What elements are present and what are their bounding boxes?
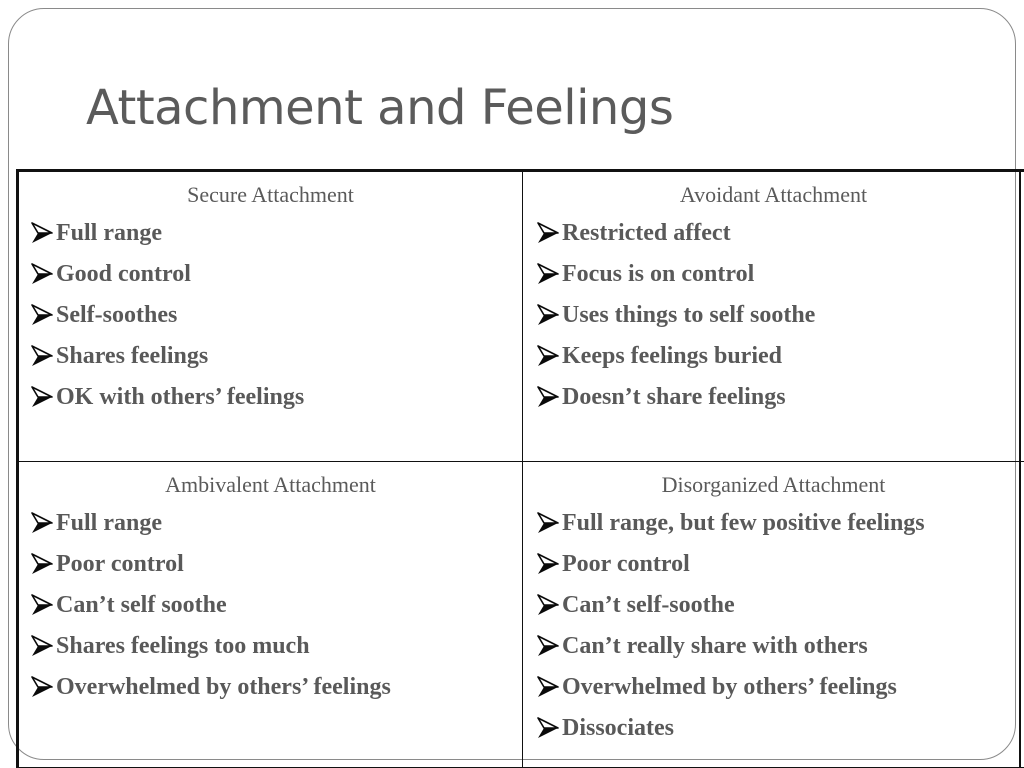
arrowhead-bullet-icon xyxy=(31,511,55,537)
bullet-list xyxy=(523,213,1024,418)
cell-heading: Ambivalent Attachment xyxy=(165,472,376,497)
list-item xyxy=(19,295,522,336)
arrowhead-bullet-icon xyxy=(537,344,561,370)
bullet-list xyxy=(19,503,522,708)
list-item xyxy=(19,667,522,708)
cell-secure xyxy=(19,172,523,462)
list-item-text: Can’t self soothe xyxy=(56,592,227,618)
list-item xyxy=(19,213,522,254)
arrowhead-bullet-icon xyxy=(537,593,561,619)
list-item xyxy=(523,708,1024,749)
list-item xyxy=(523,295,1024,336)
list-item-text: Dissociates xyxy=(562,715,674,741)
arrowhead-bullet-icon xyxy=(31,552,55,578)
list-item-text: Uses things to self soothe xyxy=(562,302,816,328)
arrowhead-bullet-icon xyxy=(537,511,561,537)
list-item-text: Self-soothes xyxy=(56,302,178,328)
list-item xyxy=(19,585,522,626)
list-item xyxy=(523,254,1024,295)
list-item xyxy=(19,336,522,377)
cell-heading: Disorganized Attachment xyxy=(661,472,886,497)
table-right-rule xyxy=(1019,169,1021,768)
list-item xyxy=(523,377,1024,418)
list-item xyxy=(523,626,1024,667)
arrowhead-bullet-icon xyxy=(31,344,55,370)
attachment-table xyxy=(16,169,1024,768)
arrowhead-bullet-icon xyxy=(537,675,561,701)
arrowhead-bullet-icon xyxy=(31,675,55,701)
list-item-text: Overwhelmed by others’ feelings xyxy=(56,674,391,700)
list-item xyxy=(19,503,522,544)
arrowhead-bullet-icon xyxy=(31,634,55,660)
list-item-text: Shares feelings xyxy=(56,343,209,369)
list-item-text: Overwhelmed by others’ feelings xyxy=(562,674,897,700)
arrowhead-bullet-icon xyxy=(537,552,561,578)
cell-heading: Secure Attachment xyxy=(187,182,354,207)
list-item-text: Good control xyxy=(56,261,191,287)
list-item xyxy=(523,544,1024,585)
list-item-text: Can’t really share with others xyxy=(562,633,868,659)
arrowhead-bullet-icon xyxy=(537,221,561,247)
list-item xyxy=(19,626,522,667)
bullet-list xyxy=(523,503,1024,749)
list-item-text: Full range, but few positive feelings xyxy=(562,510,925,536)
arrowhead-bullet-icon xyxy=(31,221,55,247)
list-item-text: Can’t self-soothe xyxy=(562,592,735,618)
arrowhead-bullet-icon xyxy=(31,303,55,329)
list-item xyxy=(523,667,1024,708)
cell-disorganized xyxy=(523,462,1024,768)
arrowhead-bullet-icon xyxy=(537,303,561,329)
arrowhead-bullet-icon xyxy=(537,716,561,742)
list-item-text: Restricted affect xyxy=(562,220,731,246)
cell-avoidant xyxy=(523,172,1024,462)
list-item xyxy=(523,585,1024,626)
list-item-text: Focus is on control xyxy=(562,261,755,287)
arrowhead-bullet-icon xyxy=(31,385,55,411)
list-item xyxy=(19,377,522,418)
arrowhead-bullet-icon xyxy=(537,262,561,288)
list-item xyxy=(523,336,1024,377)
arrowhead-bullet-icon xyxy=(537,385,561,411)
list-item xyxy=(523,213,1024,254)
arrowhead-bullet-icon xyxy=(537,634,561,660)
cell-heading: Avoidant Attachment xyxy=(679,182,868,207)
list-item-text: Doesn’t share feelings xyxy=(562,384,786,410)
list-item xyxy=(19,544,522,585)
list-item xyxy=(19,254,522,295)
list-item xyxy=(523,503,1024,544)
list-item-text: OK with others’ feelings xyxy=(56,384,305,410)
list-item-text: Keeps feelings buried xyxy=(562,343,782,369)
slide-title: Attachment and Feelings xyxy=(86,80,674,136)
cell-ambivalent xyxy=(19,462,523,768)
arrowhead-bullet-icon xyxy=(31,593,55,619)
list-item-text: Poor control xyxy=(562,551,690,577)
list-item-text: Full range xyxy=(56,510,162,536)
bullet-list xyxy=(19,213,522,418)
list-item-text: Full range xyxy=(56,220,162,246)
list-item-text: Shares feelings too much xyxy=(56,633,310,659)
arrowhead-bullet-icon xyxy=(31,262,55,288)
list-item-text: Poor control xyxy=(56,551,184,577)
